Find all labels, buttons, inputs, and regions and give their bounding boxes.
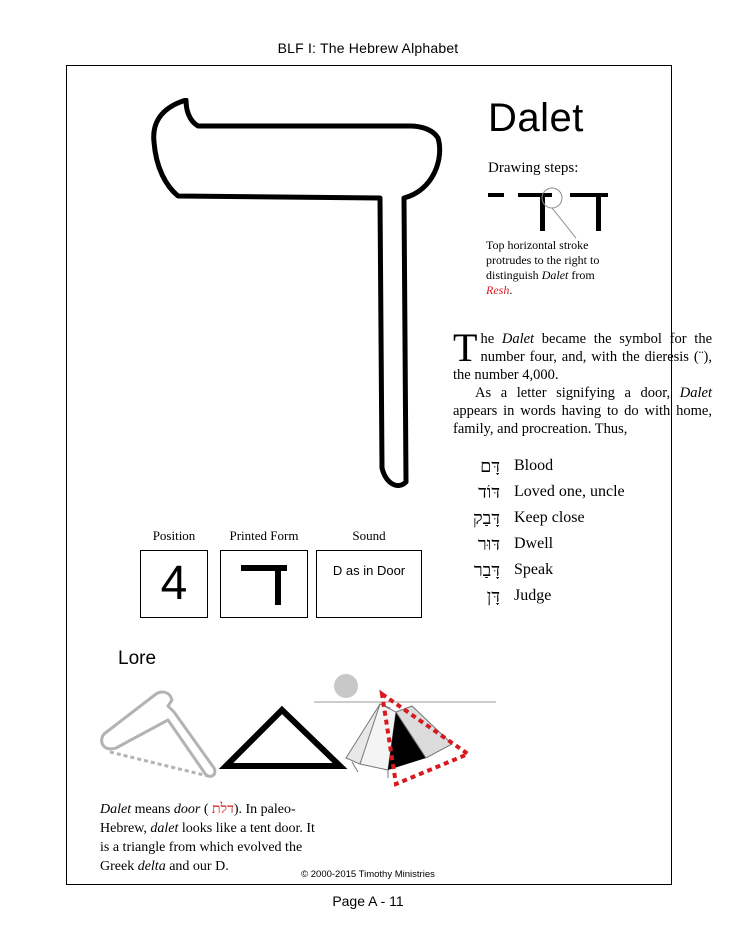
printed-form-box xyxy=(220,550,308,618)
hebrew-word: דָּבַק xyxy=(473,508,500,529)
position-box: 4 xyxy=(140,550,208,618)
english-gloss: Loved one, uncle xyxy=(514,483,625,500)
lore-text: Dalet means door ( דלת). In paleo-Hebrew, dalet looks like a tent door. It is a triangle from which evolved the Greek delta and our D. xyxy=(100,801,315,874)
hebrew-word: דָּבַר xyxy=(473,560,500,581)
hebrew-door-word: דלת xyxy=(212,801,234,817)
hebrew-word: דּוּר xyxy=(477,534,500,555)
page-number: Page A - 11 xyxy=(332,893,404,909)
english-gloss: Speak xyxy=(514,561,554,578)
copyright: © 2000-2015 Timothy Ministries xyxy=(301,869,435,880)
triangle-glyph-icon xyxy=(226,710,340,766)
large-dalet-outline-icon xyxy=(148,98,448,498)
letter-name: Dalet xyxy=(488,96,584,140)
drop-cap: T xyxy=(453,325,478,370)
list-item xyxy=(460,456,690,482)
hebrew-word: דָּן xyxy=(486,586,500,607)
tent-door-illustration-icon xyxy=(346,694,468,784)
list-item xyxy=(460,508,690,534)
stroke-step-glyphs-icon xyxy=(484,184,614,240)
description-text: The Dalet became the symbol for the number four, and, with the dieresis (¨), the number 4,000. As a letter signifying a door, Dalet appears in words having to do with home, family, and procreation. Thus, xyxy=(453,325,713,437)
position-label: Position xyxy=(152,528,196,543)
hebrew-word: דּוֹד xyxy=(478,482,500,503)
lore-illustrations xyxy=(96,672,516,792)
list-item xyxy=(460,482,690,508)
sun-circle-icon xyxy=(334,674,358,698)
english-gloss: Dwell xyxy=(514,535,554,552)
drawing-steps-note: Top horizontal stroke protrudes to the right to distinguish Dalet from Resh. xyxy=(486,238,600,297)
lore-heading: Lore xyxy=(118,648,157,669)
english-gloss: Judge xyxy=(514,587,552,604)
printed-dalet-icon xyxy=(221,551,307,617)
drawing-steps-label: Drawing steps: xyxy=(488,160,579,176)
sound-box: D as in Door xyxy=(316,550,422,618)
list-item xyxy=(460,586,690,612)
list-item xyxy=(460,534,690,560)
hebrew-word: דָּם xyxy=(480,456,500,477)
running-head: BLF I: The Hebrew Alphabet xyxy=(277,40,459,56)
paleo-door-glyph-icon xyxy=(102,692,215,776)
printed-form-label: Printed Form xyxy=(229,528,299,543)
list-item xyxy=(460,560,690,586)
english-gloss: Keep close xyxy=(514,509,585,526)
sound-label: Sound xyxy=(352,528,386,543)
english-gloss: Blood xyxy=(514,457,554,474)
